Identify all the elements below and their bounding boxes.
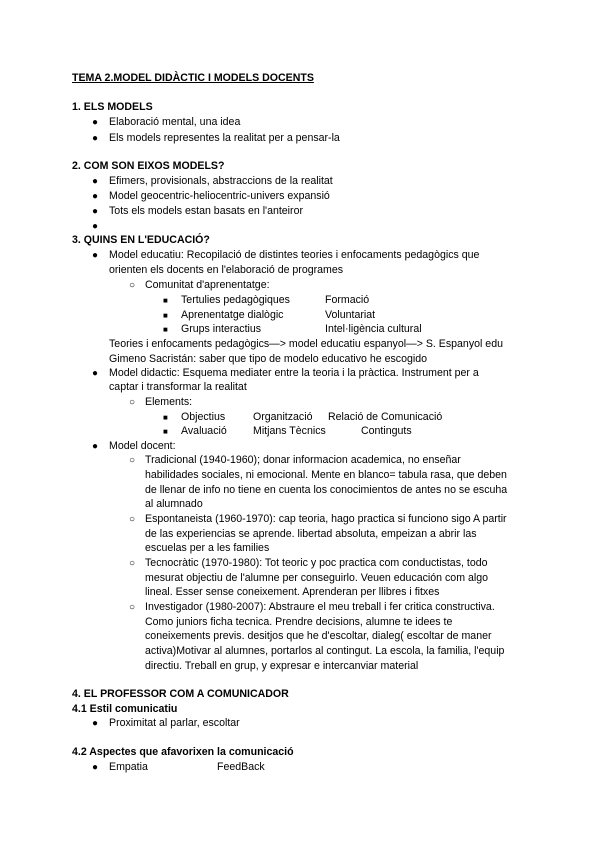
bullet-icon: ● — [92, 206, 99, 217]
list-item: Efimers, provisionals, abstraccions de la realitat — [109, 175, 333, 187]
docent-line: mesurat objectiu de l'alumne per conseguirlo. Veuen educación com algo — [145, 572, 488, 584]
list-item: Tots els models estan basats en l'anteiror — [109, 205, 303, 217]
model-educatiu-line: orienten els docents en l'elaboració de programes — [109, 264, 344, 276]
grid-cell: Grups interactius — [181, 323, 262, 335]
bullet-icon: ● — [92, 250, 99, 261]
bullet-icon: ● — [92, 176, 99, 187]
square-bullet-icon: ■ — [163, 296, 168, 305]
docent-line: lineal. Esser sense coneixement. Aprenderan per llibres i fitxes — [145, 586, 440, 598]
model-didactic-line: captar i transformar la realitat — [109, 381, 247, 393]
bullet-icon: ● — [92, 221, 99, 232]
element-cell: Objectius — [181, 411, 226, 423]
docent-line: habilidades sociales, ni emocional. Mente en blanco= tabula rasa, que deben — [145, 469, 507, 481]
docent-line: de llenar de info no tiene en cuenta los conocimientos de antes no se escuha — [145, 484, 508, 496]
grid-cell: Aprenentatge dialògic — [181, 309, 284, 321]
docent-line: Tecnocràtic (1970-1980): Tot teoric y poc practica com conductistas, todo — [145, 557, 488, 569]
section-2-heading: 2. COM SON EIXOS MODELS? — [72, 160, 225, 172]
section-1-heading: 1. ELS MODELS — [72, 101, 153, 113]
comunitat-label: Comunitat d'aprenentatge: — [145, 279, 270, 291]
docent-line: de las experiencias se aprende. libertad absoluta, empeizan a abrir las — [145, 528, 477, 540]
document-title: TEMA 2.MODEL DIDÀCTIC I MODELS DOCENTS — [72, 72, 314, 84]
square-bullet-icon: ■ — [163, 413, 168, 422]
list-item: Model geocentric-heliocentric-univers expansió — [109, 190, 330, 202]
circle-bullet-icon: ○ — [129, 397, 136, 408]
docent-line: Espontaneista (1960-1970): cap teoria, hago practica si funciono sigo A partir — [145, 513, 507, 525]
bullet-icon: ● — [92, 441, 99, 452]
bullet-icon: ● — [92, 762, 99, 773]
square-bullet-icon: ■ — [163, 311, 168, 320]
docent-line: Tradicional (1940-1960); donar informacion academica, no enseñar — [145, 454, 461, 466]
section-3-heading: 3. QUINS EN L'EDUCACIÓ? — [72, 234, 210, 246]
circle-bullet-icon: ○ — [129, 558, 136, 569]
grid-cell: Voluntariat — [325, 309, 376, 321]
grid-cell: Tertulies pedagògiques — [181, 294, 290, 306]
model-educatiu-line: Model educatiu: Recopilació de distintes teories i enfocaments pedagògics que — [109, 249, 480, 261]
element-cell: Avaluació — [181, 425, 227, 437]
model-didactic-line: Model didactic: Esquema mediater entre la teoria i la pràctica. Instrument per a — [109, 367, 479, 379]
note-line: Gimeno Sacristán: saber que tipo de modelo educativo he escogido — [109, 353, 428, 365]
docent-line: escuelas per a les families — [145, 542, 270, 554]
square-bullet-icon: ■ — [163, 427, 168, 436]
circle-bullet-icon: ○ — [129, 602, 136, 613]
list-item: FeedBack — [217, 761, 265, 773]
element-cell: Continguts — [361, 425, 412, 437]
docent-line: Como juniors ficha tecnica. Prendre decisions, alumne te idees te — [145, 616, 453, 628]
note-line: Teories i enfocaments pedagògics—> model educatiu espanyol—> S. Espanyol edu — [109, 338, 503, 350]
circle-bullet-icon: ○ — [129, 455, 136, 466]
element-cell: Relació de Comunicació — [328, 411, 443, 423]
element-cell: Organització — [253, 411, 313, 423]
docent-line: coneixements previs. desitjos que he d'escoltar, dialeg( escoltar de maner — [145, 630, 492, 642]
model-docent-label: Model docent: — [109, 440, 176, 452]
docent-line: al alumnado — [145, 498, 203, 510]
list-item: Empatia — [109, 761, 148, 773]
list-item: Elaboració mental, una idea — [109, 116, 241, 128]
list-item: Els models representes la realitat per a pensar-la — [109, 132, 340, 144]
bullet-icon: ● — [92, 117, 99, 128]
section-4-heading: 4. EL PROFESSOR COM A COMUNICADOR — [72, 688, 289, 700]
subsection-4-2-heading: 4.2 Aspectes que afavorixen la comunicació — [72, 746, 294, 758]
grid-cell: Formació — [325, 294, 370, 306]
bullet-icon: ● — [92, 191, 99, 202]
square-bullet-icon: ■ — [163, 325, 168, 334]
grid-cell: Intel·ligència cultural — [325, 323, 422, 335]
bullet-icon: ● — [92, 718, 99, 729]
bullet-icon: ● — [92, 133, 99, 144]
list-item: Proximitat al parlar, escoltar — [109, 717, 240, 729]
docent-line: activa)Motivar al alumnes, portarlos al contingut. La escola, la familia, l'equip — [145, 645, 505, 657]
element-cell: Mitjans Tècnics — [253, 425, 326, 437]
circle-bullet-icon: ○ — [129, 514, 136, 525]
docent-line: directiu. Treball en grup, y expresar e intercanviar material — [145, 660, 419, 672]
elements-label: Elements: — [145, 396, 193, 408]
subsection-4-1-heading: 4.1 Estil comunicatiu — [72, 703, 178, 715]
bullet-icon: ● — [92, 368, 99, 379]
circle-bullet-icon: ○ — [129, 280, 136, 291]
docent-line: Investigador (1980-2007): Abstraure el meu treball i fer critica constructiva. — [145, 601, 495, 613]
